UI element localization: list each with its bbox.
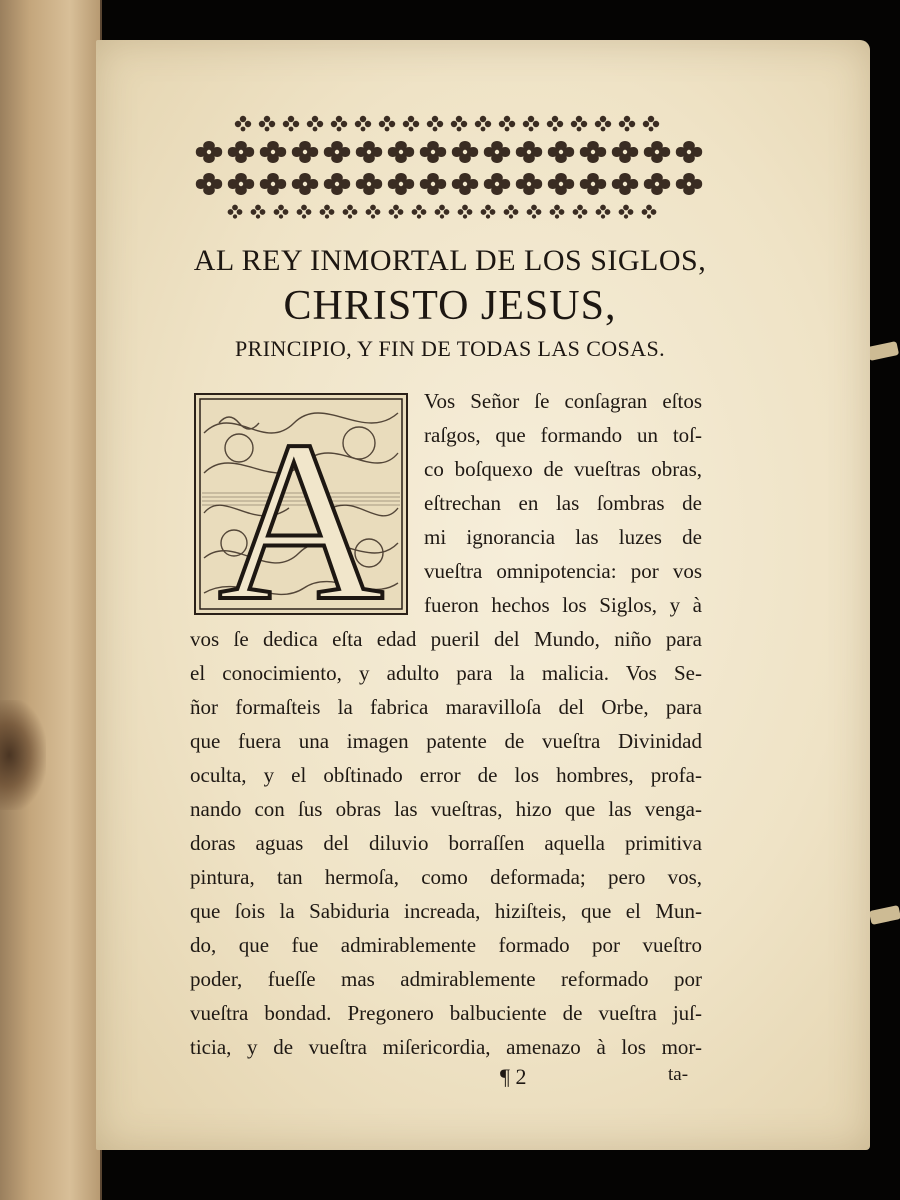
text-line: el conocimiento, y adulto para la malicia. Vos Se- <box>190 661 702 685</box>
fleuron-ornament <box>379 116 395 132</box>
fleuron-ornament <box>389 205 404 219</box>
fleuron-ornament <box>642 205 657 219</box>
text-line: Vos Señor ſe conſagran eſtos <box>424 389 702 413</box>
ornamental-headpiece <box>195 112 705 224</box>
fleuron-ornament <box>475 116 491 132</box>
fleuron-ornament <box>619 205 634 219</box>
text-line: raſgos, que formando un toſ- <box>424 423 702 447</box>
fleuron-ornament <box>481 205 496 219</box>
facing-page-edge <box>0 0 102 1200</box>
fleuron-ornament <box>356 173 382 195</box>
fleuron-ornament <box>452 141 478 163</box>
dedication-title-line-1: AL REY INMORTAL DE LOS SIGLOS, <box>193 244 707 277</box>
text-line: nando con ſus obras las vueſtras, hizo que las venga- <box>190 797 702 821</box>
initial-letter: A <box>217 393 385 615</box>
text-line: vueſtra omnipotencia: por vos <box>424 559 702 583</box>
text-line: mi ignorancia las luzes de <box>424 525 702 549</box>
fleuron-ornament <box>516 173 542 195</box>
fleuron-ornament <box>388 173 414 195</box>
fleuron-ornament <box>548 173 574 195</box>
fleuron-ornament <box>228 205 243 219</box>
text-line: ticia, y de vueſtra miſericordia, amenazo à los mor- <box>190 1035 702 1059</box>
fleuron-ornament <box>403 116 419 132</box>
text-line: ñor formaſteis la fabrica maravilloſa del Orbe, para <box>190 695 702 719</box>
fleuron-ornament <box>580 173 606 195</box>
text-line: que ſois la Sabiduria increada, hiziſteis, que el Mun- <box>190 899 702 923</box>
fleuron-ornament <box>324 173 350 195</box>
fleuron-ornament <box>331 116 347 132</box>
fleuron-ornament <box>504 205 519 219</box>
fleuron-ornament <box>643 116 659 132</box>
fleuron-ornament <box>612 173 638 195</box>
fleuron-ornament <box>420 141 446 163</box>
fleuron-ornament <box>427 116 443 132</box>
text-line: vos ſe dedica eſta edad pueril del Mundo, niño para <box>190 627 702 651</box>
fleuron-ornament <box>356 141 382 163</box>
fleuron-ornament <box>644 173 670 195</box>
fleuron-ornament <box>260 173 286 195</box>
water-stain <box>0 700 46 810</box>
text-line: poder, fueſſe mas admirablemente reformado por <box>190 967 702 991</box>
fleuron-ornament <box>228 173 254 195</box>
fleuron-ornament <box>676 173 702 195</box>
fleuron-ornament <box>235 116 251 132</box>
fleuron-ornament <box>573 205 588 219</box>
text-line: fueron hechos los Siglos, y à <box>424 593 702 617</box>
text-line: oculta, y el obſtinado error de los hombres, profa- <box>190 763 702 787</box>
text-line: pintura, tan hermoſa, como deformada; pero vos, <box>190 865 702 889</box>
dedication-title-line-3: PRINCIPIO, Y FIN DE TODAS LAS COSAS. <box>234 336 666 361</box>
fleuron-ornament <box>355 116 371 132</box>
fleuron-ornament <box>292 173 318 195</box>
fleuron-ornament <box>548 141 574 163</box>
fleuron-ornament <box>259 116 275 132</box>
text-line: vueſtra bondad. Pregonero balbuciente de vueſtra juſ- <box>190 1001 702 1025</box>
text-line: do, que fue admirablemente formado por vueſtro <box>190 933 702 957</box>
fleuron-ornament <box>292 141 318 163</box>
signature-mark: ¶ 2 <box>500 1064 527 1089</box>
fleuron-ornament <box>596 205 611 219</box>
fleuron-ornament <box>412 205 427 219</box>
catchword: ta- <box>668 1064 689 1085</box>
fleuron-ornament <box>274 205 289 219</box>
fleuron-ornament <box>547 116 563 132</box>
fleuron-ornament <box>366 205 381 219</box>
fleuron-ornament <box>484 173 510 195</box>
text-line: que fuera una imagen patente de vueſtra Divinidad <box>190 729 702 753</box>
fleuron-ornament <box>516 141 542 163</box>
fleuron-ornament <box>595 116 611 132</box>
fleuron-ornament <box>297 205 312 219</box>
fleuron-ornament <box>550 205 565 219</box>
fleuron-ornament <box>458 205 473 219</box>
fleuron-ornament <box>484 141 510 163</box>
decorated-initial <box>194 393 408 615</box>
dedication-title-line-2: CHRISTO JESUS, <box>283 283 617 329</box>
fleuron-ornament <box>619 116 635 132</box>
fleuron-ornament <box>307 116 323 132</box>
fleuron-ornament <box>523 116 539 132</box>
fleuron-ornament <box>612 141 638 163</box>
fleuron-ornament <box>499 116 515 132</box>
text-line: co boſquexo de vueſtras obras, <box>424 457 702 481</box>
fleuron-ornament <box>320 205 335 219</box>
fleuron-ornament <box>435 205 450 219</box>
fleuron-ornament <box>644 141 670 163</box>
fleuron-ornament <box>580 141 606 163</box>
fleuron-ornament <box>452 173 478 195</box>
fleuron-ornament <box>196 141 222 163</box>
text-line: eſtrechan en las ſombras de <box>424 491 702 515</box>
text-line: doras aguas del diluvio borraſſen aquella primitiva <box>190 831 702 855</box>
fleuron-ornament <box>343 205 358 219</box>
fleuron-ornament <box>228 141 254 163</box>
fleuron-ornament <box>451 116 467 132</box>
fleuron-ornament <box>196 173 222 195</box>
fleuron-ornament <box>420 173 446 195</box>
binding-ribbon-top <box>867 341 899 361</box>
fleuron-ornament <box>676 141 702 163</box>
binding-ribbon-bottom <box>869 905 900 925</box>
fleuron-ornament <box>283 116 299 132</box>
fleuron-ornament <box>571 116 587 132</box>
fleuron-ornament <box>388 141 414 163</box>
fleuron-ornament <box>527 205 542 219</box>
fleuron-ornament <box>251 205 266 219</box>
fleuron-ornament <box>260 141 286 163</box>
fleuron-ornament <box>324 141 350 163</box>
